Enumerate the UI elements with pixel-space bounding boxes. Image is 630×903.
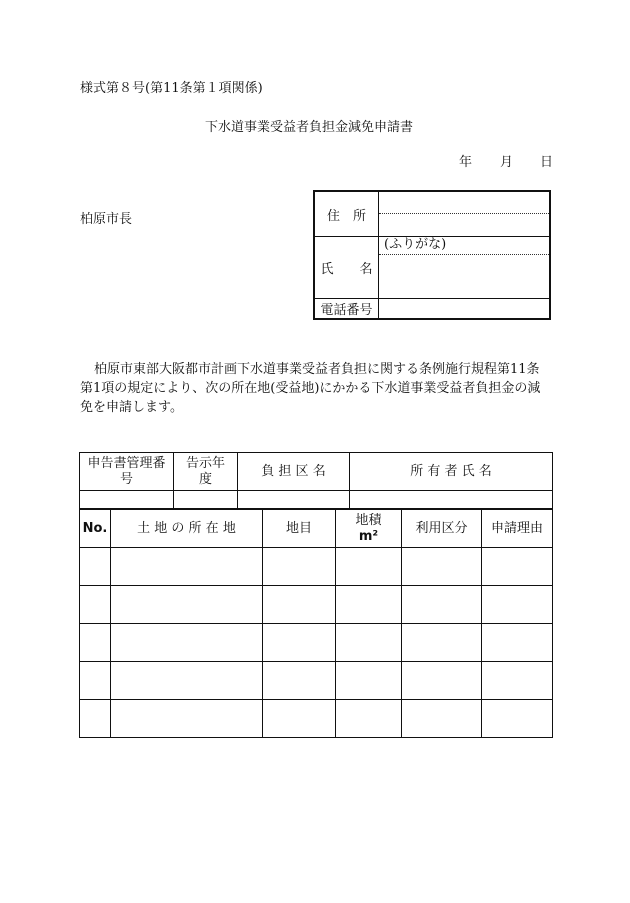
header-location: 土 地 の 所 在 地 (111, 510, 263, 548)
cell-reason[interactable] (482, 700, 553, 738)
summary-table (79, 452, 553, 509)
cell-area[interactable] (336, 700, 402, 738)
cell-location[interactable] (111, 662, 263, 700)
header-owner-name: 所 有 者 氏 名 (350, 453, 553, 491)
date-day-label: 日 (540, 155, 554, 170)
table-row (80, 700, 553, 738)
cell-reason[interactable] (482, 662, 553, 700)
form-number: 様式第８号(第11条第１項関係) (80, 81, 263, 96)
body-text-line-1: 柏原市東部大阪都市計画下水道事業受益者負担に関する条例施行規程第11条 (94, 362, 540, 377)
address-line (379, 213, 549, 214)
header-burden-district: 負 担 区 名 (238, 453, 350, 491)
cell-usage[interactable] (402, 700, 482, 738)
addressee: 柏原市長 (80, 212, 133, 227)
header-usage: 利用区分 (402, 510, 482, 548)
cell-management-number[interactable] (80, 491, 174, 509)
cell-owner-name[interactable] (350, 491, 553, 509)
header-no: No. (80, 510, 111, 548)
cell-no[interactable] (80, 548, 111, 586)
cell-area[interactable] (336, 662, 402, 700)
table-row (80, 548, 553, 586)
cell-area[interactable] (336, 548, 402, 586)
cell-usage[interactable] (402, 548, 482, 586)
body-text-line-2: 第1項の規定により、次の所在地(受益地)にかかる下水道事業受益者負担金の減 (80, 381, 541, 396)
cell-land-category[interactable] (263, 662, 336, 700)
cell-usage[interactable] (402, 662, 482, 700)
furigana-label: (ふりがな) (384, 237, 447, 252)
cell-no[interactable] (80, 662, 111, 700)
cell-area[interactable] (336, 624, 402, 662)
header-notice-year: 告示年度 (174, 453, 238, 491)
cell-notice-year[interactable] (174, 491, 238, 509)
table-row (80, 586, 553, 624)
date-month-label: 月 (500, 155, 514, 170)
cell-no[interactable] (80, 700, 111, 738)
area-unit: m² (358, 528, 379, 544)
cell-no[interactable] (80, 586, 111, 624)
cell-location[interactable] (111, 700, 263, 738)
furigana-line (379, 254, 549, 255)
cell-land-category[interactable] (263, 586, 336, 624)
cell-usage[interactable] (402, 586, 482, 624)
cell-no[interactable] (80, 624, 111, 662)
cell-location[interactable] (111, 548, 263, 586)
form-title: 下水道事業受益者負担金減免申請書 (205, 120, 414, 135)
cell-location[interactable] (111, 586, 263, 624)
cell-burden-district[interactable] (238, 491, 350, 509)
land-table (79, 509, 553, 738)
header-land-category: 地目 (263, 510, 336, 548)
table-row (80, 624, 553, 662)
address-label: 住 所 (315, 192, 379, 236)
header-area (336, 510, 402, 548)
header-management-number: 申告書管理番号 (80, 453, 174, 491)
cell-area[interactable] (336, 586, 402, 624)
area-label: 地積 (355, 512, 382, 528)
header-reason: 申請理由 (482, 510, 553, 548)
applicant-info-box (313, 190, 551, 320)
cell-reason[interactable] (482, 548, 553, 586)
cell-land-category[interactable] (263, 700, 336, 738)
cell-location[interactable] (111, 624, 263, 662)
date-year-label: 年 (459, 155, 473, 170)
phone-label: 電話番号 (315, 298, 379, 318)
cell-usage[interactable] (402, 624, 482, 662)
cell-land-category[interactable] (263, 548, 336, 586)
cell-reason[interactable] (482, 586, 553, 624)
body-text-line-3: 免を申請します。 (80, 400, 183, 415)
name-label: 氏 名 (315, 236, 379, 298)
table-row (80, 662, 553, 700)
cell-reason[interactable] (482, 624, 553, 662)
cell-land-category[interactable] (263, 624, 336, 662)
